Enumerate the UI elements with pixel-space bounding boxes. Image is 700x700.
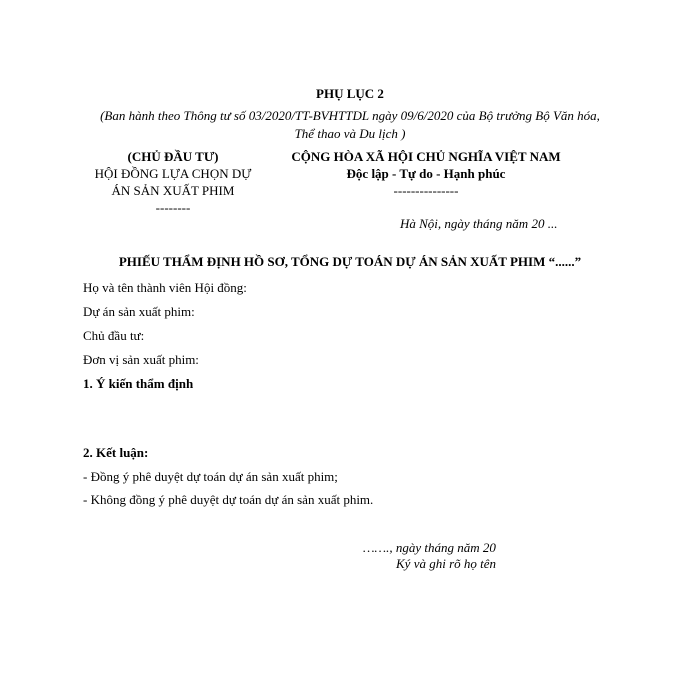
right-divider: --------------- — [393, 183, 459, 198]
section-conclusion: 2. Kết luận: — [83, 445, 149, 460]
issuance-note-line-1: (Ban hành theo Thông tư số 03/2020/TT-BVHTTDL ngày 09/6/2020 của Bộ trưởng Bộ Văn hóa, — [100, 108, 600, 123]
national-motto: Độc lập - Tự do - Hạnh phúc — [346, 166, 506, 181]
signature-name: Ký và ghi rõ họ tên — [396, 556, 497, 571]
section-appraisal-opinion: 1. Ý kiến thẩm định — [83, 376, 194, 391]
form-title: PHIẾU THẨM ĐỊNH HỒ SƠ, TỔNG DỰ TOÁN DỰ ÁN SẢN XUẤT PHIM “......” — [118, 254, 582, 269]
left-divider: -------- — [155, 200, 191, 215]
option-agree: - Đồng ý phê duyệt dự toán dự án sản xuất phim; — [83, 469, 338, 484]
council-name-line-2: ÁN SẢN XUẤT PHIM — [111, 183, 235, 198]
appendix-title: PHỤ LỤC 2 — [316, 86, 384, 101]
field-council-member: Họ và tên thành viên Hội đồng: — [83, 280, 247, 295]
signature-date: ……., ngày tháng năm 20 — [363, 540, 496, 555]
investor-label: (CHỦ ĐẦU TƯ) — [127, 149, 219, 164]
place-date: Hà Nội, ngày tháng năm 20 ... — [400, 216, 558, 231]
field-film-project: Dự án sản xuất phim: — [83, 304, 195, 319]
issuance-note-line-2: Thể thao và Du lịch ) — [294, 126, 406, 141]
council-name-line-1: HỘI ĐỒNG LỰA CHỌN DỰ — [94, 166, 252, 181]
field-investor: Chủ đầu tư: — [83, 328, 145, 343]
field-production-unit: Đơn vị sản xuất phim: — [83, 352, 199, 367]
national-title: CỘNG HÒA XÃ HỘI CHỦ NGHĨA VIỆT NAM — [291, 149, 561, 164]
option-disagree: - Không đồng ý phê duyệt dự toán dự án sản xuất phim. — [83, 492, 374, 507]
